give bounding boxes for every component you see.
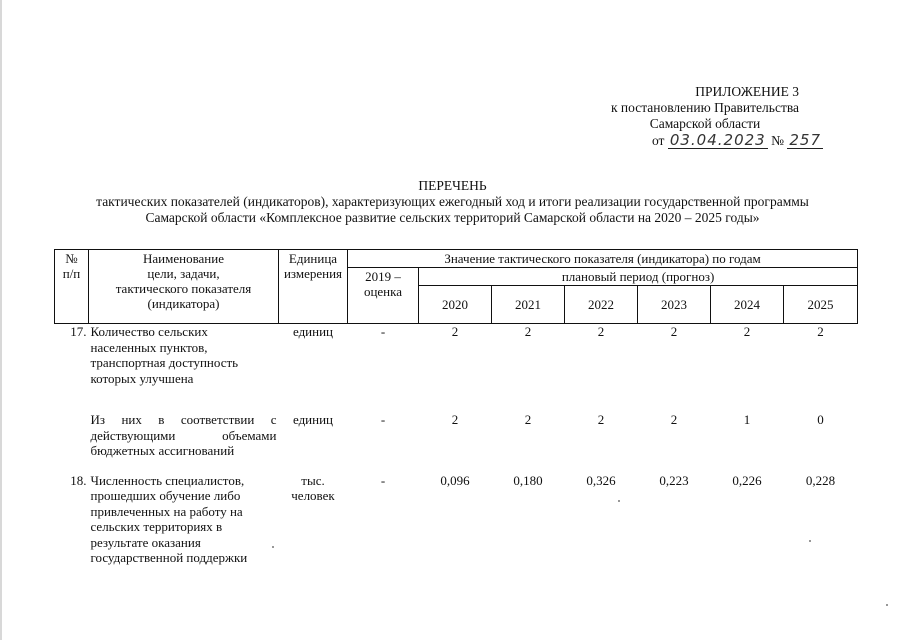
value-cell: 2 (597, 412, 605, 427)
value-cell: 0,180 (513, 472, 543, 488)
value-cell: 2 (670, 324, 678, 339)
decree-number: 257 (789, 131, 821, 149)
indicator-name: Из них в соответствии с действующими объемами бюджетных ассигнований (90, 412, 277, 458)
value-cell: 0,326 (586, 472, 616, 488)
value-cell: 1 (743, 412, 751, 427)
header-year-2025: 2025 (784, 286, 858, 324)
title-line-2: Самарской области «Комплексное развитие сельских территорий Самарской области на 2020 – 2025 годы» (145, 210, 760, 225)
header-num (55, 250, 89, 324)
header-estimate (348, 268, 419, 324)
table-row (55, 473, 858, 566)
unit-cell: тыс. человек (291, 472, 335, 503)
value-cell: 2 (743, 324, 751, 339)
header-est-l2: оценка (363, 284, 403, 299)
appendix-line-3: Самарской области (649, 116, 761, 131)
header-year-2024: 2024 (711, 286, 784, 324)
scan-speck (618, 500, 620, 502)
header-est-l1: 2019 – (365, 269, 401, 284)
header-name-l1: Наименование (143, 251, 224, 266)
estimate-cell: - (380, 324, 386, 339)
value-cell: 2 (817, 324, 824, 339)
scan-speck (272, 546, 274, 548)
from-label: от (651, 133, 665, 148)
indicator-name: Численность специалистов, прошедших обучение либо привлеченных на работу на сельских территориях в результате оказания государственной поддержки (90, 472, 248, 565)
row-number: 17. (70, 324, 87, 339)
decree-date: 03.04.2023 (669, 131, 766, 149)
unit-cell: единиц (292, 324, 334, 339)
decree-reference (652, 132, 823, 149)
value-cell: 2 (524, 412, 532, 427)
value-cell: 0,223 (659, 472, 689, 488)
row-number (55, 412, 89, 459)
row-spacer (55, 386, 858, 412)
header-year-2020: 2020 (419, 286, 492, 324)
title-heading: ПЕРЕЧЕНЬ (418, 178, 487, 193)
row-number: 18. (70, 472, 87, 488)
header-year-2021: 2021 (492, 286, 565, 324)
header-plan-group: плановый период (прогноз) (419, 268, 858, 286)
header-unit-l2: измерения (283, 266, 343, 281)
header-unit-l1: Единица (288, 251, 338, 266)
table-row (55, 412, 858, 459)
row-spacer (55, 459, 858, 473)
header-num-l2: п/п (62, 266, 81, 281)
value-cell: 2 (670, 412, 678, 427)
appendix-line-2: к постановлению Правительства (610, 100, 800, 115)
indicators-table (54, 249, 858, 566)
estimate-cell: - (380, 412, 386, 427)
value-cell: 2 (451, 412, 459, 427)
value-cell: 0,096 (440, 472, 470, 488)
document-title (0, 178, 905, 226)
value-cell: 0 (817, 412, 824, 427)
number-label: № (771, 133, 784, 148)
header-name (89, 250, 279, 324)
value-cell: 2 (524, 324, 532, 339)
scan-speck (809, 540, 811, 542)
value-cell: 0,226 (732, 472, 762, 488)
estimate-cell: - (380, 472, 386, 488)
value-cell: 2 (451, 324, 459, 339)
scan-speck (886, 604, 888, 606)
header-num-l1: № (65, 251, 78, 266)
header-name-l3: тактического показателя (115, 281, 252, 296)
value-cell: 0,228 (805, 472, 836, 488)
appendix-header (585, 84, 825, 132)
title-line-1: тактических показателей (индикаторов), характеризующих ежегодный ход и итоги реализации государственной программы (96, 194, 809, 209)
header-values-group: Значение тактического показателя (индикатора) по годам (348, 250, 858, 268)
appendix-label: ПРИЛОЖЕНИЕ 3 (695, 84, 799, 99)
unit-cell: единиц (292, 412, 334, 427)
table-body (55, 324, 858, 566)
header-unit (279, 250, 348, 324)
value-cell: 2 (597, 324, 605, 339)
header-year-2022: 2022 (565, 286, 638, 324)
table-row (55, 324, 858, 387)
scan-left-edge (0, 0, 2, 640)
table-header (55, 250, 858, 324)
indicator-name: Количество сельских населенных пунктов, транспортная доступность которых улучшена (90, 324, 239, 386)
header-name-l4: (индикатора) (147, 296, 220, 311)
header-name-l2: цели, задачи, (147, 266, 220, 281)
header-year-2023: 2023 (638, 286, 711, 324)
